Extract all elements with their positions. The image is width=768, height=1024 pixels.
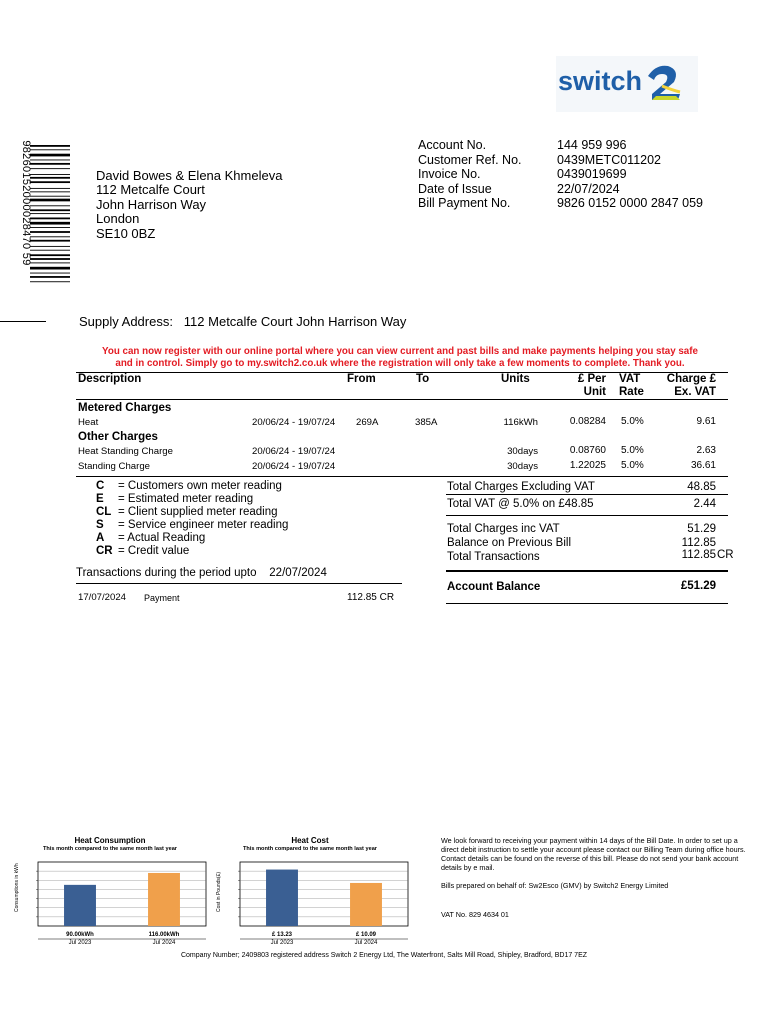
account-no-value: 144 959 996 (557, 138, 627, 152)
recipient-name: David Bowes & Elena Khmeleva (96, 168, 283, 183)
legend-text: = Client supplied meter reading (118, 506, 278, 518)
cost-chart-subtitle: This month compared to the same month last year (243, 846, 377, 852)
legend-code: E (96, 493, 104, 505)
table-row-desc: Standing Charge (78, 461, 151, 472)
units-type: days (517, 461, 538, 472)
cost-chart-title: Heat Cost (291, 836, 329, 845)
bill-payment-value: 9826 0152 0000 2847 059 (557, 196, 703, 211)
recipient-line: 112 Metcalfe Court (96, 182, 205, 198)
units-value: 116 (503, 417, 519, 428)
barcode-bar (30, 218, 70, 220)
total-vat-value: 2.44 (693, 498, 716, 510)
totals-rule (446, 494, 728, 495)
total-transactions-value: 112.85 (681, 549, 716, 561)
portal-notice (60, 346, 740, 369)
table-row-rate: 1.22025 (569, 460, 606, 471)
invoice-no-label: Invoice No. (418, 167, 481, 182)
barcode-bar (30, 276, 70, 278)
account-values (557, 138, 703, 211)
transaction-amount: 112.85 CR (347, 592, 395, 603)
legend-text: = Customers own meter reading (118, 480, 282, 492)
col-vat-rate (619, 373, 644, 399)
supply-address-label: Supply Address: (79, 314, 173, 329)
account-no-label: Account No. (418, 138, 487, 152)
barcode-bar (30, 262, 70, 263)
units-type: days (517, 446, 538, 457)
barcode-bar (30, 227, 70, 228)
plot-frame (38, 862, 206, 926)
category-label: Jul 2023 (270, 940, 294, 946)
transaction-date: 17/07/2024 (78, 592, 127, 603)
bills-prepared-on-behalf: Bills prepared on behalf of: Sw2Esco (GMV) by Switch2 Energy Limited (441, 881, 669, 890)
balance-bottom-rule (446, 603, 728, 604)
barcode-bar (30, 168, 70, 169)
recipient-line: John Harrison Way (96, 196, 207, 212)
total-transactions-suffix: CR (717, 549, 734, 561)
reading-codes-legend (96, 480, 288, 558)
total-excl-vat-value: 48.85 (687, 481, 716, 493)
barcode-bar (30, 213, 70, 214)
other-charges-heading: Other Charges (78, 431, 158, 443)
supply-address-value: 112 Metcalfe Court John Harrison Way (183, 314, 407, 329)
barcode-bar (30, 188, 70, 189)
bar (350, 883, 382, 926)
barcode-bar (30, 199, 70, 202)
barcode-bar (30, 258, 70, 260)
totals-rule (446, 515, 728, 516)
table-row-desc: Heat (78, 417, 99, 428)
table-row-vat: 5.0% (621, 445, 644, 456)
barcode-number: 98260152000028470 59 (20, 140, 32, 266)
legend-text: = Actual Reading (118, 532, 206, 544)
account-balance-label: Account Balance (447, 581, 541, 593)
barcode-bar (30, 174, 70, 175)
legend-item (96, 519, 288, 532)
date-of-issue-label: Date of Issue (418, 181, 492, 196)
col-to: To (416, 373, 430, 385)
total-excl-vat-label: Total Charges Excluding VAT (447, 481, 595, 493)
account-labels (418, 138, 522, 211)
account-balance-value: £51.29 (680, 580, 716, 592)
units-type: kWh (518, 417, 538, 428)
barcode-bar (30, 250, 70, 251)
barcode-bar (30, 281, 70, 282)
plot-frame (240, 862, 408, 926)
barcode-bar (30, 254, 70, 256)
switch2-logo (556, 56, 698, 112)
bar (148, 873, 180, 926)
transactions-heading (76, 567, 327, 579)
col-from: From (347, 373, 376, 385)
col-vat-line2: Rate (619, 386, 644, 398)
table-row-rate: 0.08760 (569, 445, 606, 456)
invoice-no-value: 0439019699 (557, 167, 627, 182)
barcode-bar (30, 267, 70, 270)
previous-balance-label: Balance on Previous Bill (447, 537, 572, 549)
col-units: Units (501, 373, 530, 385)
legend-text: = Estimated meter reading (118, 493, 254, 505)
barcode-bar (30, 177, 70, 179)
table-header-rule (76, 399, 728, 400)
barcode-bar (30, 231, 70, 233)
units-value: 30 (507, 461, 518, 472)
consumption-chart-title: Heat Consumption (74, 836, 146, 845)
transactions-upto-date: 22/07/2024 (269, 567, 327, 579)
table-row-rate: 0.08284 (569, 416, 606, 427)
barcode-bar (30, 196, 70, 197)
barcode (30, 145, 70, 285)
barcode-bar (30, 222, 70, 225)
legend-text: = Service engineer meter reading (118, 519, 289, 531)
barcode-bar (30, 160, 70, 161)
table-row-to: 385A (415, 417, 438, 428)
barcode-bar (30, 273, 70, 274)
barcode-bar (30, 246, 70, 247)
total-inc-vat-value: 51.29 (687, 523, 716, 535)
table-row-charge: 2.63 (696, 445, 716, 456)
total-vat-label: Total VAT @ 5.0% on £48.85 (447, 498, 594, 510)
cost-chart (212, 856, 412, 956)
table-row-vat: 5.0% (621, 416, 644, 427)
bar-value-label: £ 13.23 (271, 932, 293, 938)
y-axis-label: Consumptions in kWh (14, 863, 20, 912)
table-row-charge: 36.61 (690, 460, 716, 471)
category-label: Jul 2024 (354, 940, 378, 946)
table-row-period: 20/06/24 - 19/07/24 (252, 417, 336, 428)
category-label: Jul 2024 (152, 940, 176, 946)
total-transactions-label: Total Transactions (447, 551, 540, 563)
barcode-bar (30, 181, 70, 183)
units-value: 30 (507, 446, 518, 457)
bar-value-label: 90.00kWh (66, 932, 94, 938)
company-footer: Company Number; 2409803 registered address Switch 2 Energy Ltd, The Waterfront, Salts Mill Road, Shipley, Bradford, BD17 7EZ (180, 952, 588, 959)
barcode-bar (30, 163, 70, 165)
legend-code: A (96, 532, 105, 544)
col-charge (660, 373, 716, 399)
legend-item (96, 493, 288, 506)
table-row-units (490, 446, 538, 457)
barcode-bar (30, 209, 70, 211)
legend-item (96, 506, 288, 519)
legend-item (96, 532, 288, 545)
legend-code: C (96, 480, 105, 492)
table-row-vat: 5.0% (621, 460, 644, 471)
table-row-units (490, 461, 538, 472)
col-per-unit-line1: £ Per (577, 373, 606, 385)
table-row-units (490, 417, 538, 428)
table-row-period: 20/06/24 - 19/07/24 (252, 446, 336, 457)
date-of-issue-value: 22/07/2024 (557, 181, 620, 196)
bar-value-label: £ 10.09 (355, 932, 377, 938)
transactions-rule (76, 583, 402, 584)
barcode-bar (30, 154, 70, 157)
legend-code: S (96, 519, 104, 531)
barcode-bar (30, 191, 70, 192)
customer-ref-label: Customer Ref. No. (418, 152, 522, 167)
barcode-bar (30, 149, 70, 150)
recipient-address (96, 169, 282, 241)
transactions-heading-text: Transactions during the period upto (76, 567, 257, 579)
notice-line-2: and in control. Simply go to my.switch2.co.uk where the registration will only take a few moments to complete. Thank you. (115, 357, 685, 369)
recipient-line: London (96, 211, 140, 227)
legend-item (96, 480, 288, 493)
balance-top-rule (446, 570, 728, 572)
supply-address (79, 314, 406, 329)
consumption-chart-subtitle: This month compared to the same month last year (43, 846, 177, 852)
bar (266, 870, 298, 926)
metered-charges-heading: Metered Charges (78, 402, 172, 414)
col-charge-line1: Charge £ (666, 373, 716, 385)
customer-ref-value: 0439METC011202 (557, 152, 662, 167)
table-row-from: 269A (356, 417, 379, 428)
bar (64, 885, 96, 926)
table-row-charge: 9.61 (696, 416, 716, 427)
col-description: Description (78, 373, 142, 385)
col-per-unit-line2: Unit (583, 386, 606, 398)
consumption-chart (10, 856, 210, 956)
table-row-desc: Heat Standing Charge (78, 446, 173, 457)
legend-code: CR (96, 545, 113, 557)
fold-mark (0, 321, 46, 322)
barcode-bar (30, 236, 70, 237)
transaction-type: Payment (144, 593, 180, 603)
bill-payment-label: Bill Payment No. (418, 196, 511, 211)
category-label: Jul 2023 (68, 940, 92, 946)
payment-info-paragraph: We look forward to receiving your payment within 14 days of the Bill Date. In order to set up a direct debit instruction to settle your account please contact our Billing Team during office hours. Contact details can be found on the reverse of this bill. Please do not send your bank account details by e mail. (441, 836, 746, 872)
y-axis-label: Cost in Pounds(£) (216, 871, 222, 912)
recipient-postcode: SE10 0BZ (96, 225, 156, 241)
table-bottom-rule (76, 476, 728, 477)
barcode-bar (30, 205, 70, 206)
legend-item (96, 545, 288, 558)
vat-number: VAT No. 829 4634 01 (441, 910, 509, 919)
legend-text: = Credit value (118, 545, 190, 557)
barcode-bar (30, 145, 70, 147)
barcode-bar (30, 240, 70, 242)
previous-balance-value: 112.85 (681, 537, 716, 549)
total-inc-vat-label: Total Charges inc VAT (447, 523, 560, 535)
bar-value-label: 116.00kWh (148, 932, 180, 938)
notice-line-1: You can now register with our online portal where you can view current and past bills and make payments helping you stay safe (102, 346, 698, 357)
legend-code: CL (96, 506, 112, 518)
table-row-period: 20/06/24 - 19/07/24 (252, 461, 336, 472)
logo-wordmark: switch (558, 66, 643, 96)
col-per-unit (568, 373, 606, 399)
col-vat-line1: VAT (619, 373, 641, 385)
col-charge-line2: Ex. VAT (674, 386, 716, 398)
